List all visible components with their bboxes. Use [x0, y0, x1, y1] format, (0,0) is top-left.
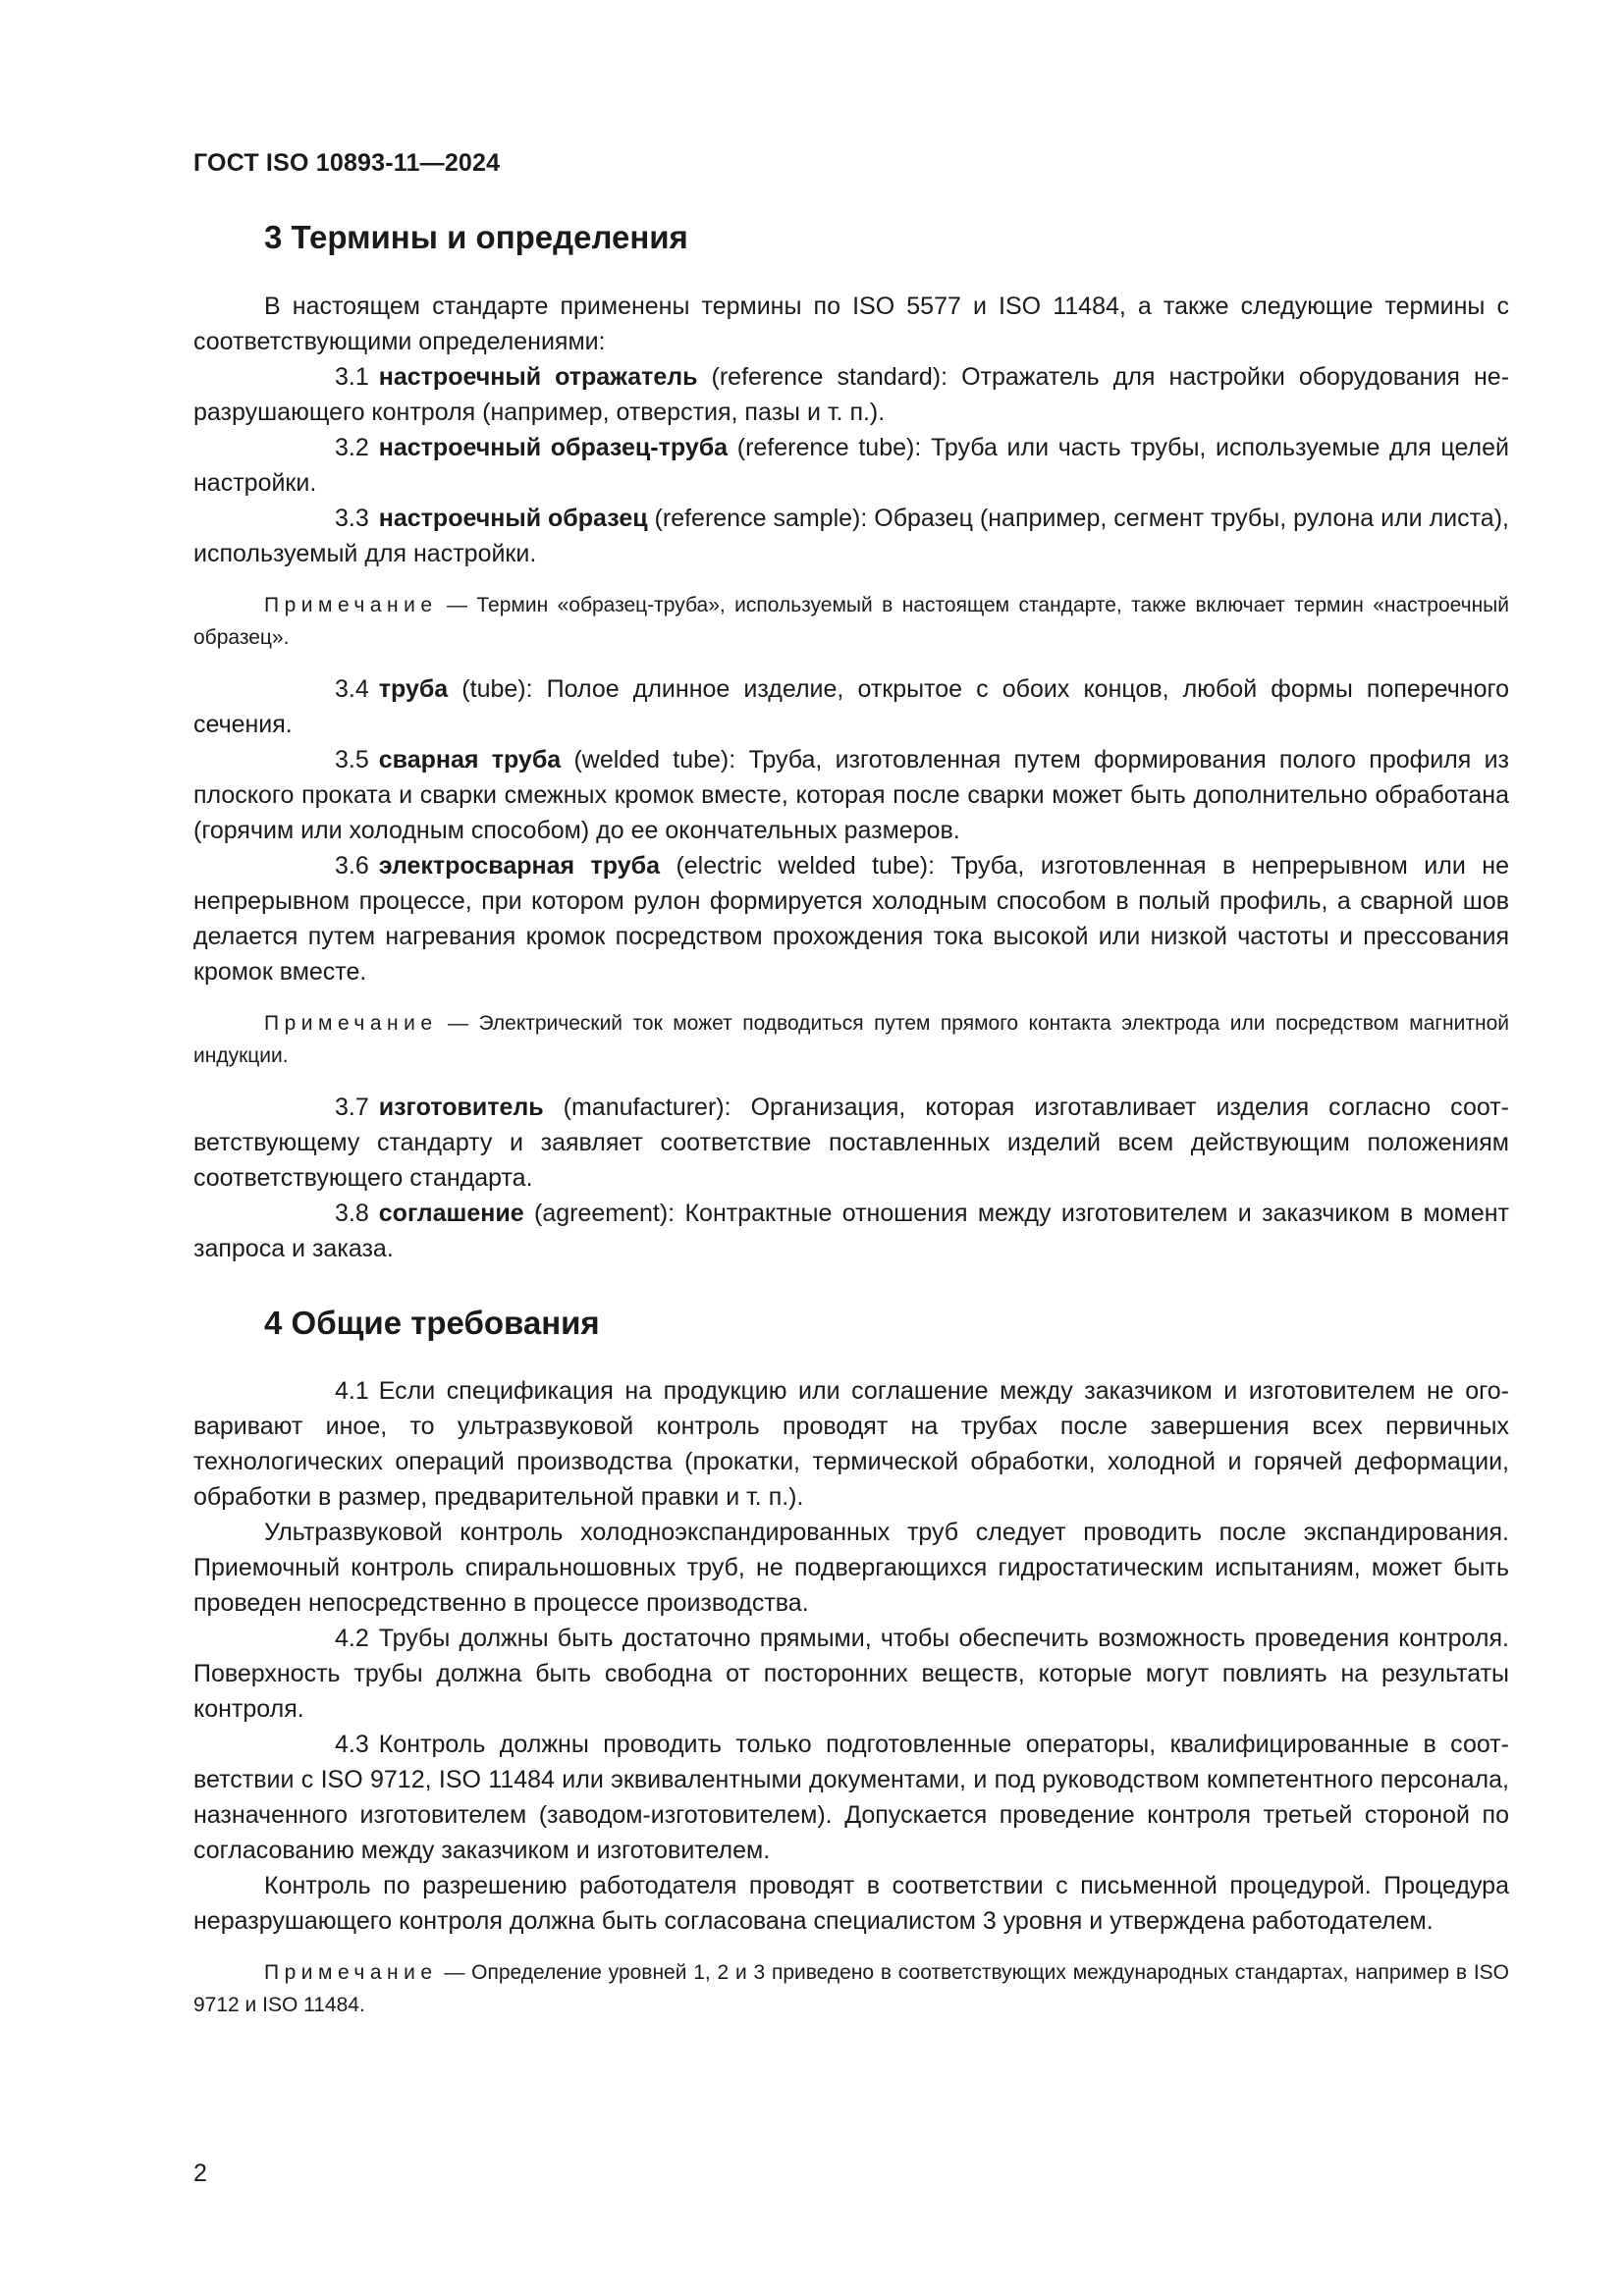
clause-number: 4.1	[335, 1377, 369, 1406]
term-3-1	[193, 359, 1509, 430]
term-number: 3.4	[335, 674, 369, 703]
term-number: 3.2	[335, 433, 369, 461]
term-3-2	[193, 430, 1509, 501]
note-label: Примечание	[264, 1011, 438, 1035]
term-definition: (electric welded tube): Труба, изготовленная в непрерывном или не непрерывном процессе, при котором рулон формируется холодным способом в полый профиль, а сварной шов делается путем нагревания кромок посредством прохождения тока высокой или низкой частоты и прессования кромок вместе.	[193, 851, 1509, 986]
clause-4-1	[193, 1373, 1509, 1515]
note-label: Примечание	[264, 1961, 438, 1985]
term-number: 3.8	[335, 1199, 369, 1227]
clause-text: Если спецификация на продукцию или соглашение между заказчиком и изготовителем не оговаривают иное, то ультразвуковой контроль проводят на трубах после завершения всех первичных технологических операций производства (прокатки, термической обработки, холодной и горячей деформации, обработки в размер, предварительной правки и т. п.).	[193, 1377, 1509, 1512]
term-3-7	[193, 1090, 1509, 1196]
term-name: настроечный образец	[378, 504, 648, 532]
term-definition: (manufacturer): Организация, которая изготавливает изделия согласно соответствующему стандарту и заявляет соответствие поставленных изделий всем действующим положениям соответствующего стандарта.	[193, 1093, 1509, 1192]
clause-4-3	[193, 1727, 1509, 1868]
term-definition: (agreement): Контрактные отношения между изготовителем и заказчиком в момент запроса и заказа.	[193, 1199, 1509, 1262]
term-name: электросварная труба	[378, 851, 660, 880]
section-spacer	[193, 1266, 1509, 1304]
term-name: настроечный отражатель	[378, 362, 698, 391]
term-number: 3.7	[335, 1093, 369, 1121]
term-3-4	[193, 671, 1509, 742]
note-text: — Термин «образец-труба», используемый в настоящем стандарте, также включает термин «настроечный образец».	[193, 593, 1509, 649]
term-number: 3.1	[335, 362, 369, 391]
section-3-title: 3 Термины и определения	[264, 219, 688, 255]
term-definition: (reference tube): Труба или часть трубы, используемые для целей настройки.	[193, 433, 1509, 497]
term-3-5	[193, 742, 1509, 848]
clause-number: 4.3	[335, 1731, 369, 1759]
note-2	[193, 1007, 1509, 1072]
term-definition: (welded tube): Труба, изготовленная путем формирования полого профиля из плоского проката и сварки смежных кромок вместе, которая после сварки может быть дополнительно обработана (горячим или холодным способом) до ее окончательных размеров.	[193, 745, 1510, 844]
clause-4-2	[193, 1621, 1509, 1727]
term-3-8	[193, 1196, 1509, 1266]
clause-4-3-continued: Контроль по разрешению работодателя проводят в соответствии с письменной процедурой. Процедура неразрушающего контроля должна быть согласована специалистом 3 уровня и утверждена работодателем.	[193, 1872, 1509, 1936]
document-header: ГОСТ ISO 10893-11—2024	[193, 149, 501, 177]
term-definition: (reference sample): Образец (например, сегмент трубы, рулона или листа), используемый для настройки.	[193, 504, 1509, 567]
note-1	[193, 589, 1509, 654]
term-number: 3.5	[335, 745, 369, 774]
term-3-3	[193, 501, 1509, 571]
note-label: Примечание	[264, 593, 438, 616]
term-name: соглашение	[378, 1199, 524, 1227]
note-text: — Электрический ток может подводиться путем прямого контакта электрода или посредством магнитной индукции.	[193, 1011, 1509, 1067]
term-name: труба	[378, 674, 449, 703]
term-definition: (tube): Полое длинное изделие, открытое с обоих концов, любой формы поперечного сечения.	[193, 674, 1509, 738]
term-3-6	[193, 848, 1509, 989]
page-number: 2	[193, 2160, 207, 2187]
term-name: изготовитель	[378, 1093, 544, 1121]
clause-4-1-continued: Ультразвуковой контроль холодноэкспандированных труб следует проводить после экспандирования. Приемочный контроль спиральношовных труб, не подвергающихся гидростатическим испытаниям, может быть проведен непосредственно в процессе производства.	[193, 1519, 1509, 1618]
clause-number: 4.2	[335, 1625, 369, 1653]
term-definition: (reference standard): Отражатель для настройки оборудования неразрушающего контроля (например, отверстия, пазы и т. п.).	[193, 362, 1510, 426]
note-text: — Определение уровней 1, 2 и 3 приведено в соответствующих международных стандартах, например в ISO 9712 и ISO 11484.	[193, 1961, 1509, 2017]
term-number: 3.6	[335, 851, 369, 880]
term-number: 3.3	[335, 504, 369, 532]
note-3	[193, 1956, 1509, 2021]
clause-text: Контроль должны проводить только подготовленные операторы, квалифицированные в соответствии с ISO 9712, ISO 11484 или эквивалентными документами, и под руководством компетентного персонала, назначенного изготовителем (заводом-изготовителем). Допускается проведение контроля третьей стороной по согласованию между заказчиком и изготовителем.	[193, 1731, 1509, 1865]
clause-text: Трубы должны быть достаточно прямыми, чтобы обеспечить возможность проведения контроля. Поверхность трубы должна быть свободна от посторонних веществ, которые могут повлиять на результаты контроля.	[193, 1625, 1509, 1724]
section-3-intro: В настоящем стандарте применены термины по ISO 5577 и ISO 11484, а также следующие термины с соответствующими определениями:	[193, 292, 1509, 355]
page-content	[193, 218, 1509, 2039]
term-name: сварная труба	[378, 745, 562, 774]
section-4-title: 4 Общие требования	[264, 1304, 600, 1341]
term-name: настроечный образец-труба	[378, 433, 729, 461]
